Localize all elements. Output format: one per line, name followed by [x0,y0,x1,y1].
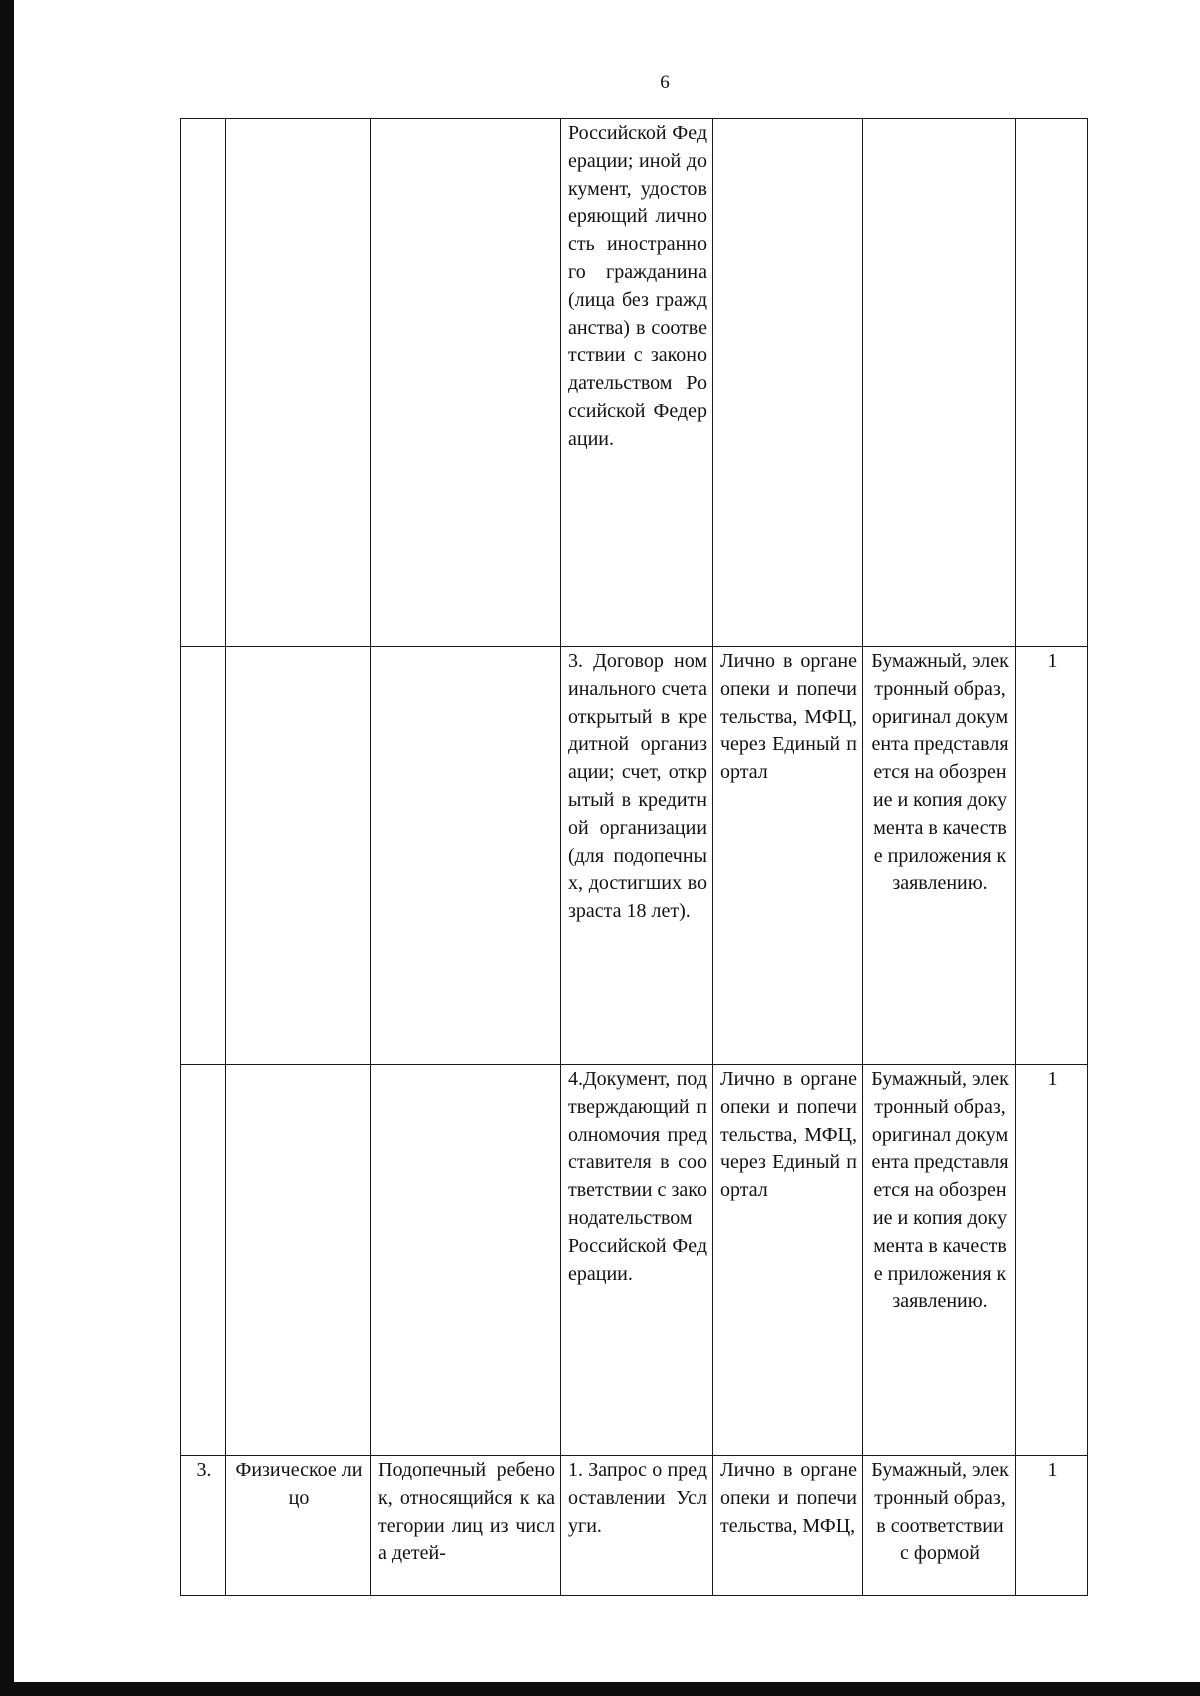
cell-number: 3. [181,1456,226,1596]
cell-copies-count: 1 [1016,1456,1088,1596]
cell-copies-count: 1 [1016,647,1088,1065]
cell-applicant-type: Физическое лицо [226,1456,371,1596]
cell-submission-method: Лично в органе опеки и попечительства, МФЦ, через Единый портал [713,1065,863,1456]
cell-submission-method: Лично в органе опеки и попечительства, МФЦ, [713,1456,863,1596]
scan-border-bottom [0,1682,1200,1696]
table-row [181,647,1088,1065]
cell-applicant-type [226,119,371,647]
table-row [181,119,1088,647]
cell-submission-method [713,119,863,647]
cell-number [181,647,226,1065]
cell-applicant-category [371,647,561,1065]
cell-document: 1. Запрос о предоставлении Услуги. [561,1456,713,1596]
cell-document-form: Бумажный, электронный образ, в соответствии с формой [863,1456,1016,1596]
cell-number [181,1065,226,1456]
cell-applicant-category: Подопечный ребенок, относящийся к категории лиц из числа детей- [371,1456,561,1596]
requirements-table [180,118,1088,1596]
cell-document-form [863,119,1016,647]
cell-applicant-category [371,119,561,647]
cell-document: 3. Договор номинального счета открытый в кредитной организации; счет, открытый в кредитной организации (для подопечных, достигших возраста 18 лет). [561,647,713,1065]
cell-copies-count: 1 [1016,1065,1088,1456]
cell-document-form: Бумажный, электронный образ, оригинал документа представляется на обозрение и копия документа в качестве приложения к заявлению. [863,1065,1016,1456]
table-row [181,1456,1088,1596]
cell-submission-method: Лично в органе опеки и попечительства, МФЦ, через Единый портал [713,647,863,1065]
cell-document: Российской Федерации; иной документ, удостоверяющий личность иностранного гражданина (лица без гражданства) в соответствии с законодательством Российской Федерации. [561,119,713,647]
cell-applicant-type [226,647,371,1065]
table-row [181,1065,1088,1456]
cell-applicant-category [371,1065,561,1456]
cell-document: 4.Документ, подтверждающий полномочия представителя в соответствии с законодательством Российской Федерации. [561,1065,713,1456]
cell-document-form: Бумажный, электронный образ, оригинал документа представляется на обозрение и копия документа в качестве приложения к заявлению. [863,647,1016,1065]
cell-number [181,119,226,647]
cell-applicant-type [226,1065,371,1456]
cell-copies-count [1016,119,1088,647]
page-number: 6 [660,72,670,93]
scan-border-left [0,0,14,1696]
